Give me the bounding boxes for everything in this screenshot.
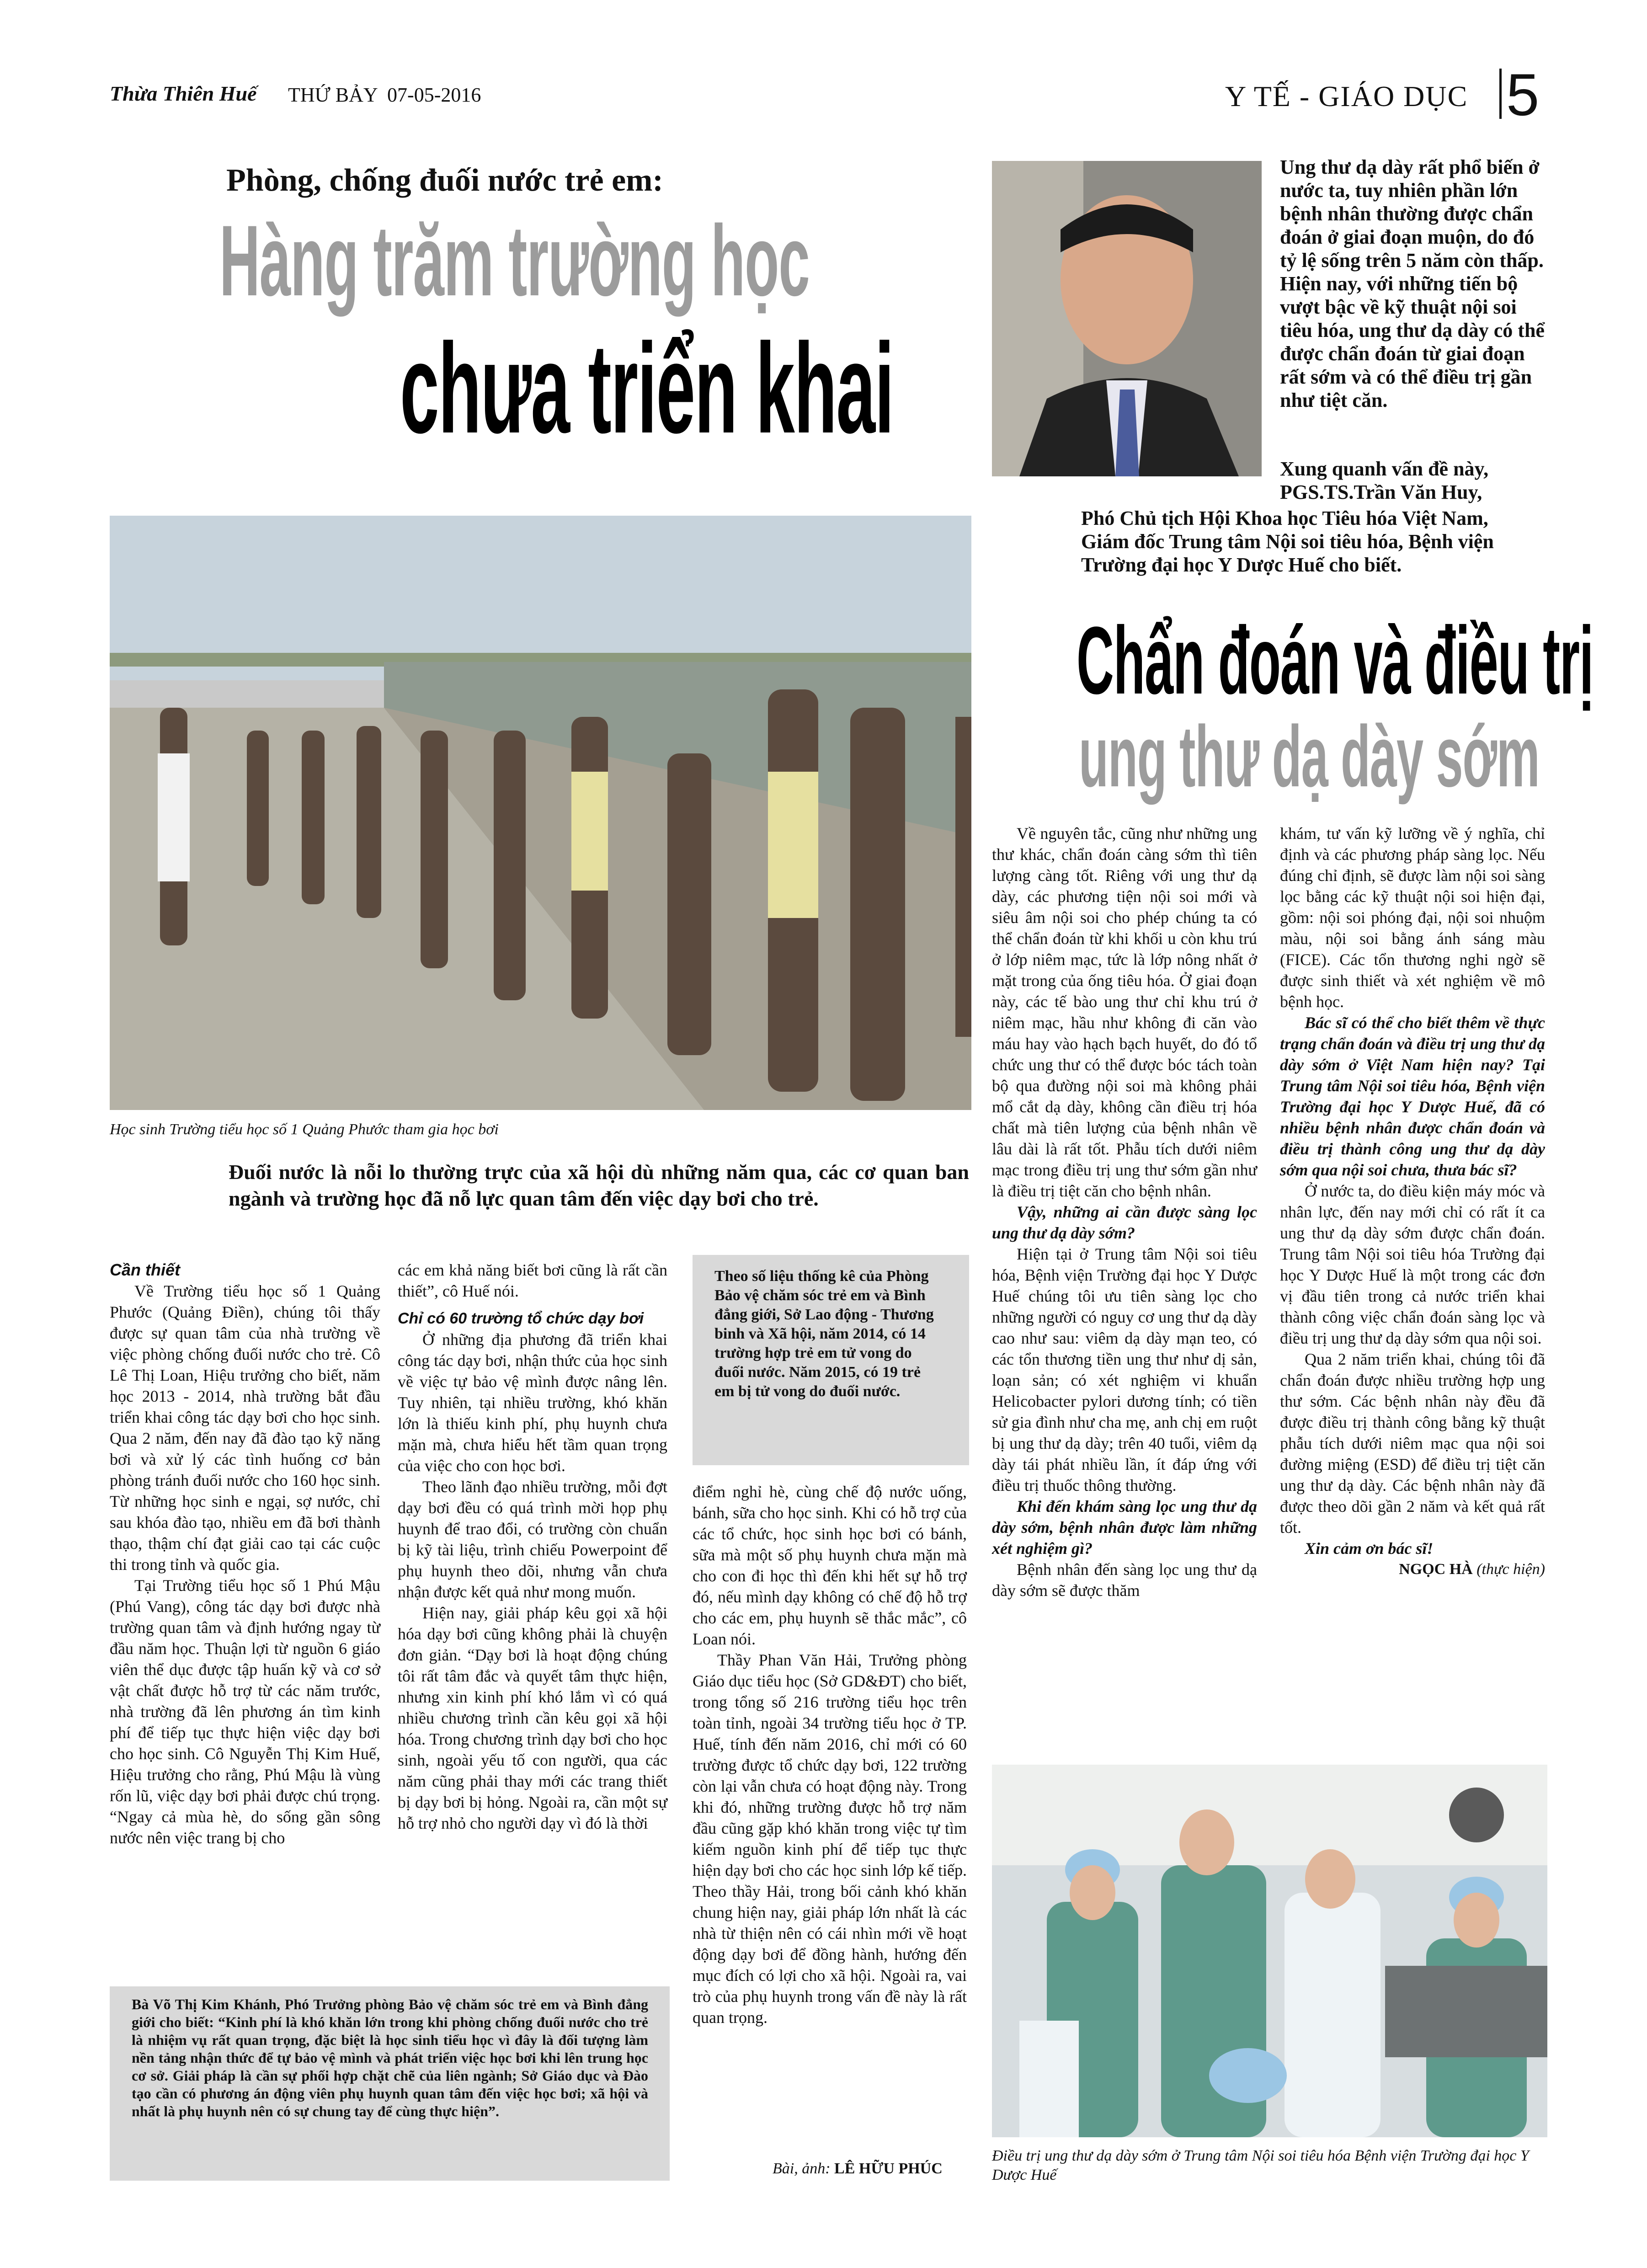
- article2-answer-3-para-1: Ở nước ta, do điều kiện máy móc và nhân lực, đến nay mới chỉ có rất ít ca ung thư dạ dày sớm được chẩn đoán. Trung tâm Nội soi tiêu hóa Trường đại học Y Dược Huế là một trong các đơn vị đầu tiên trong cả nước triển khai thành công việc chẩn đoán sàng lọc và điều trị ung thư dạ dày sớm qua nội soi.: [1280, 1182, 1545, 1347]
- article1-col1-para-1: Về Trường tiểu học số 1 Quảng Phước (Quảng Điền), chúng tôi thấy được sự quan tâm của nhà trường về việc phòng chống đuối nước cho trẻ. Cô Lê Thị Loan, Hiệu trưởng cho biết, năm học 2013 - 2014, nhà trường bắt đầu triển khai công tác dạy bơi cho học sinh. Qua 2 năm, đến nay đã đào tạo kỹ năng bơi và xử lý các tình huống cơ bản phòng tránh đuối nước cho 160 học sinh. Từ những học sinh e ngại, sợ nước, chỉ sau khóa đào tạo, nhiều em đã bơi thành thạo, thậm chí đạt giải cao tại các cuộc thi trong tỉnh và quốc gia.: [110, 1282, 380, 1574]
- swimming-class-photo: [110, 516, 971, 1110]
- question-who-screening: Vậy, những ai cần được sàng lọc ung thư dạ dày sớm?: [992, 1203, 1257, 1242]
- article1-lead: Đuối nước là nỗi lo thường trực của xã hội dù những năm qua, các cơ quan ban ngành và trường học đã nỗ lực quan tâm đến việc dạy bơi cho trẻ.: [229, 1160, 969, 1210]
- article2-column-1: [992, 823, 1257, 1601]
- closing-thanks: Xin cảm ơn bác sĩ!: [1305, 1539, 1434, 1558]
- article1-col2-para-3: Hiện nay, giải pháp kêu gọi xã hội hóa dạy bơi cũng không phải là chuyện đơn giản. “Dạy bơi là hoạt động chúng tôi rất tâm đắc và quyết tâm thực hiện, nhưng xin kinh phí khó lắm vì có quá nhiều chương trình cần kêu gọi xã hội hóa. Trong chương trình dạy bơi cho học sinh, ngoài yếu tố con người, qua các năm cũng phải thay mới các trang thiết bị dạy bơi bị hỏng. Ngoài ra, cần một sự hỗ trợ nhỏ cho người dạy vì đó là thời: [398, 1604, 667, 1832]
- question-tests: Khi đến khám sàng lọc ung thư dạ dày sớm, bệnh nhân được làm những xét nghiệm gì?: [992, 1497, 1257, 1558]
- official-quote-box: [110, 1986, 670, 2181]
- article2-headline-2: ung thư dạ dày sớm: [1079, 708, 1540, 805]
- subhead-necessary: Cần thiết: [110, 1260, 181, 1279]
- article2-intro-mid: Xung quanh vấn đề này, PGS.TS.Trần Văn Huy,: [1280, 458, 1489, 503]
- masthead-divider: [1499, 69, 1502, 119]
- official-quote-text: Bà Võ Thị Kim Khánh, Phó Trưởng phòng Bảo vệ chăm sóc trẻ em và Bình đẳng giới cho biết: “Kinh phí là khó khăn lớn trong khi phòng chống đuối nước cho trẻ là nhiệm vụ rất quan trọng, đặc biệt là học sinh tiểu học vì đây là đối tượng làm nền tảng nhận thức để tự bảo vệ mình và phát triển việc học bơi khi lên trung học cơ sở. Giải pháp là cần sự phối hợp chặt chẽ của liên ngành; Sở Giáo dục và Đào tạo cần có phương án động viên phụ huynh quan tâm đến việc học bơi; xã hội và nhất là phụ huynh nên có sự chung tay để cùng thực hiện”.: [132, 1996, 648, 2119]
- subhead-only-60-schools: Chỉ có 60 trường tổ chức dạy bơi: [398, 1310, 644, 1327]
- article2-answer-1: Hiện tại ở Trung tâm Nội soi tiêu hóa, Bệnh viện Trường đại học Y Dược Huế chúng tôi ưu tiên sàng lọc cho những người có nguy cơ ung thư dạ dày cao như sau: viêm dạ dày mạn teo, có các tổn thương tiền ung thư như dị sản, loạn sản; có xét nghiệm vi khuẩn Helicobacter pylori dương tính; có tiền sử gia đình như cha mẹ, anh chị em ruột bị ung thư dạ dày; trên 40 tuổi, viêm dạ dày tái phát nhiều lần, ít đáp ứng với điều trị thuốc thông thường.: [992, 1245, 1257, 1494]
- endoscopy-photo-illustration: [992, 1765, 1547, 2137]
- drowning-statistics-text: Theo số liệu thống kê của Phòng Bảo vệ chăm sóc trẻ em và Bình đẳng giới, Sở Lao động - Thương binh và Xã hội, năm 2014, có 14 trường hợp trẻ em tử vong do đuối nước. Năm 2015, có 19 trẻ em bị tử vong do đuối nước.: [714, 1268, 934, 1400]
- article1-headline-1: Hàng trăm trường học: [219, 204, 810, 317]
- article1-col2-para-1: Ở những địa phương đã triển khai công tác dạy bơi, nhận thức của học sinh về việc tự bảo vệ mình được nâng lên. Tuy nhiên, tại nhiều trường, khó khăn lớn là thiếu kinh phí, phụ huynh chưa mặn mà, chưa hiểu hết tầm quan trọng của việc cho con học bơi.: [398, 1330, 667, 1475]
- article2-col2-intro: khám, tư vấn kỹ lưỡng về ý nghĩa, chỉ định và các phương pháp sàng lọc. Nếu đúng chỉ định, sẽ được làm nội soi sàng lọc bằng các kỹ thuật nội soi hiện đại, gồm: nội soi phóng đại, nội soi nhuộm màu, nội soi bằng ánh sáng màu (FICE). Các tổn thương nghi ngờ sẽ được sinh thiết và xét nghiệm về mô bệnh học.: [1280, 824, 1545, 1011]
- byline-label: Bài, ảnh:: [773, 2160, 831, 2177]
- byline-author-2: NGỌC HÀ: [1399, 1561, 1473, 1578]
- article2-col1-para-1: Về nguyên tắc, cũng như những ung thư khác, chẩn đoán càng sớm thì tiên lượng càng tốt. Riêng với ung thư dạ dày, các phương tiện nội soi mới và siêu âm nội soi cho phép chúng ta có thể chẩn đoán từ khi khối u còn khu trú ở lớp niêm mạc, tức là lớp nông nhất ở mặt trong của ống tiêu hóa. Ở giai đoạn này, các tế bào ung thư chỉ khu trú ở niêm mạc, hầu như không đi căn vào máu hay vào hạch bạch huyết, do đó tổ chức ung thư có thể được bóc tách toàn bộ qua đường nội soi mà không phải mổ cắt dạ dày, không cần điều trị hóa chất mà tiên lượng của bệnh nhân về lâu dài là rất tốt. Phẫu tích dưới niêm mạc trong điều trị ung thư sớm gần như là điều trị tiệt căn cho bệnh nhân.: [992, 824, 1257, 1200]
- doctor-portrait-photo: [992, 161, 1262, 476]
- article1-column-1: [110, 1259, 380, 1848]
- section-name: Y TẾ - GIÁO DỤC: [1225, 80, 1468, 112]
- article2-byline: [1280, 1559, 1545, 1580]
- article1-column-3: [693, 1481, 967, 2028]
- question-current-situation: Bác sĩ có thể cho biết thêm về thực trạng chẩn đoán và điều trị ung thư dạ dày sớm ở Việt Nam hiện nay? Tại Trung tâm Nội soi tiêu hóa, Bệnh viện Trường đại học Y Dược Huế, đã có nhiều bệnh nhân được chẩn đoán và điều trị thành công ung thư dạ dày sớm qua nội soi chưa, thưa bác sĩ?: [1280, 1014, 1545, 1179]
- article1-col2-intro: các em khả năng biết bơi cũng là rất cần thiết”, cô Huế nói.: [398, 1261, 667, 1300]
- byline-role-2: (thực hiện): [1476, 1561, 1545, 1578]
- article2-answer-3-para-2: Qua 2 năm triển khai, chúng tôi đã chẩn đoán được nhiều trường hợp ung thư sớm. Các bệnh nhân này đều đã được điều trị thành công bằng kỹ thuật phẫu tích dưới niêm mạc qua nội soi đường miệng (ESD) để điều trị tiệt căn ung thư dạ dày. Các bệnh nhân này đã được theo dõi gần 2 năm và kết quả rất tốt.: [1280, 1350, 1545, 1537]
- article1-column-2: [398, 1259, 667, 1834]
- article2-headline-1: Chẩn đoán và điều trị: [1077, 607, 1594, 714]
- swimming-photo-caption: Học sinh Trường tiểu học số 1 Quảng Phước tham gia học bơi: [110, 1121, 499, 1138]
- page-number: 5: [1506, 61, 1540, 128]
- doctor-portrait-illustration: [992, 161, 1262, 476]
- article1-byline: [773, 2160, 943, 2177]
- drowning-statistics-box: [693, 1255, 969, 1465]
- article1-headline-2: chưa triển khai: [400, 317, 894, 460]
- article1-col1-para-2: Tại Trường tiểu học số 1 Phú Mậu (Phú Vang), công tác dạy bơi được nhà trường quan tâm và định hướng ngay từ đầu năm học. Thuận lợi từ nguồn 6 giáo viên thể dục được tập huấn kỹ và cơ sở vật chất được hỗ trợ từ các năm trước, nhà trường đã lên phương án tìm kinh phí để tiếp tục thực hiện việc dạy bơi cho học sinh. Cô Nguyễn Thị Kim Huế, Hiệu trưởng cho rằng, Phú Mậu là vùng rốn lũ, việc dạy bơi phải được chú trọng. “Ngay cả mùa hè, do sống gần sông nước nên việc trang bị cho: [110, 1576, 380, 1847]
- article2-answer-2-start: Bệnh nhân đến sàng lọc ung thư dạ dày sớm sẽ được thăm: [992, 1560, 1257, 1600]
- article2-column-2: [1280, 823, 1545, 1580]
- article2-intro-bottom: Phó Chủ tịch Hội Khoa học Tiêu hóa Việt Nam, Giám đốc Trung tâm Nội soi tiêu hóa, Bệnh viện Trường đại học Y Dược Huế cho biết.: [1081, 507, 1494, 576]
- endoscopy-treatment-photo: [992, 1765, 1547, 2137]
- byline-author: LÊ HỮU PHÚC: [834, 2160, 943, 2177]
- article1-col3-para-1: điểm nghỉ hè, cùng chế độ nước uống, bánh, sữa cho học sinh. Khi có hỗ trợ của các tổ chức, học sinh học bơi có bánh, sữa mà một số phụ huynh chưa mặn mà cho con đi học thì đến khi hết sự hỗ trợ đó, nếu mình dạy không có chế độ hỗ trợ cho các em, phụ huynh sẽ thắc mắc”, cô Loan nói.: [693, 1483, 967, 1648]
- article1-kicker: Phòng, chống đuối nước trẻ em:: [226, 163, 663, 198]
- article1-col3-para-2: Thầy Phan Văn Hải, Trưởng phòng Giáo dục tiểu học (Sở GD&ĐT) cho biết, trong tổng số 216 trường tiểu học trên toàn tỉnh, ngoài 34 trường tiểu học ở TP. Huế, tính đến năm 2016, chỉ mới có 60 trường được tổ chức dạy bơi, 122 trường còn lại vẫn chưa có hoạt động này. Trong khi đó, những trường được hỗ trợ năm đầu cũng gặp khó khăn trong việc tự tìm kiếm nguồn kinh phí để tiếp tục thực hiện dạy bơi cho các học sinh lớp kế tiếp. Theo thầy Hải, trong bối cảnh khó khăn chung hiện nay, giải pháp lớn nhất là các nhà từ thiện nên có cái nhìn mới về hoạt động dạy bơi để đồng hành, hướng đến mục đích có lợi cho xã hội. Ngoài ra, vai trò của phụ huynh trong vấn đề này là rất quan trọng.: [693, 1651, 967, 2027]
- issue-date: THỨ BẢY 07-05-2016: [288, 84, 481, 106]
- article1-col2-para-2: Theo lãnh đạo nhiều trường, mỗi đợt dạy bơi đều có quá trình mời họp phụ huynh để trao đổi, có trường còn chuẩn bị kỹ tài liệu, trình chiếu Powerpoint để phụ huynh theo dõi, nhưng vẫn chưa nhận được kết quả như mong muốn.: [398, 1478, 667, 1601]
- swimming-photo-illustration: [110, 516, 971, 1110]
- paper-name: Thừa Thiên Huế: [110, 82, 257, 105]
- masthead: [110, 61, 1559, 128]
- article2-intro-top: Ung thư dạ dày rất phổ biến ở nước ta, tuy nhiên phần lớn bệnh nhân thường được chẩn đoán ở giai đoạn muộn, do đó tỷ lệ sống trên 5 năm còn thấp. Hiện nay, với những tiến bộ vượt bậc về kỹ thuật nội soi tiêu hóa, ung thư dạ dày có thể được chẩn đoán từ giai đoạn rất sớm và có thể điều trị gần như tiệt căn.: [1280, 156, 1545, 411]
- endoscopy-photo-caption: Điều trị ung thư dạ dày sớm ở Trung tâm Nội soi tiêu hóa Bệnh viện Trường đại học Y Dược Huế: [992, 2147, 1529, 2183]
